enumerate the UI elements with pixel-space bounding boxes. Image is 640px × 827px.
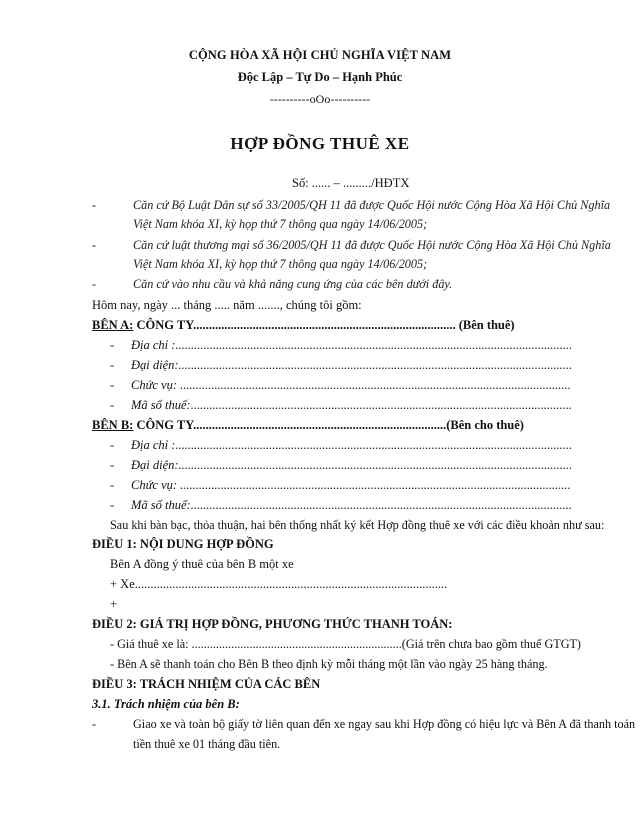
party-b-company: CÔNG TY.................................................................................(Bên cho thuê) <box>133 418 524 432</box>
basis-line: Việt Nam khóa XI, kỳ họp thứ 7 thông qua ngày 14/06/2005; <box>133 257 428 271</box>
party-b-field-position <box>110 478 571 494</box>
basis-line: Căn cứ luật thương mại số 36/2005/QH 11 đã được Quốc Hội nước Cộng Hòa Xã Hội Chủ Nghĩa <box>133 238 611 252</box>
party-b-label: BÊN B: <box>92 418 134 432</box>
national-motto: Độc Lập – Tự Do – Hạnh Phúc <box>237 70 403 84</box>
article-1-heading: ĐIỀU 1: NỘI DUNG HỢP ĐỒNG <box>92 537 274 551</box>
party-a-field-address <box>110 338 573 354</box>
party-a-label: BÊN A: <box>92 318 134 332</box>
field-text: Chức vụ: ............................................................................................................................. <box>131 378 571 392</box>
field-text: Chức vụ: ............................................................................................................................. <box>131 478 571 492</box>
article-3-heading: ĐIỀU 3: TRÁCH NHIỆM CỦA CÁC BÊN <box>92 677 321 691</box>
party-b-heading <box>92 418 524 433</box>
item-bullet: - <box>92 717 97 731</box>
field-dash: - <box>110 398 115 412</box>
legal-basis-2 <box>92 238 612 274</box>
article-2-payment: - Bên A sẽ thanh toán cho Bên B theo định kỳ mỗi tháng một lần vào ngày 25 hàng tháng. <box>110 657 548 671</box>
article-1-extra: + <box>110 597 118 611</box>
agreement-line: Sau khi bàn bạc, thỏa thuận, hai bên thống nhất ký kết Hợp đồng thuê xe với các điều khoản như sau: <box>110 518 605 532</box>
field-text: Địa chỉ :............................................................................................................................... <box>131 438 573 452</box>
party-a-company: CÔNG TY.................................................................................... (Bên thuê) <box>133 318 515 332</box>
field-dash: - <box>110 478 115 492</box>
article-1-vehicle: + Xe.................................................................................................... <box>110 577 448 591</box>
party-a-field-tax-code <box>110 398 572 414</box>
basis-line: Căn cứ Bộ Luật Dân sự số 33/2005/QH 11 đã được Quốc Hội nước Cộng Hòa Xã Hội Chủ Nghĩa <box>133 198 611 212</box>
header-divider: ----------oOo---------- <box>269 92 371 106</box>
field-dash: - <box>110 498 115 512</box>
party-a-field-position <box>110 378 571 394</box>
article-1-line: Bên A đồng ý thuê của bên B một xe <box>110 557 294 571</box>
basis-dash: - <box>92 198 97 212</box>
field-text: Đại diện:.............................................................................................................................. <box>131 458 573 472</box>
basis-line: Việt Nam khóa XI, kỳ họp thứ 7 thông qua ngày 14/06/2005; <box>133 217 428 231</box>
field-dash: - <box>110 458 115 472</box>
field-dash: - <box>110 338 115 352</box>
legal-basis-3 <box>92 277 612 295</box>
field-text: Mã số thuế:.......................................................................................................................... <box>131 498 572 512</box>
field-text: Địa chỉ :............................................................................................................................... <box>131 338 573 352</box>
party-a-heading <box>92 318 515 333</box>
article-2-heading: ĐIỀU 2: GIÁ TRỊ HỢP ĐỒNG, PHƯƠNG THỨC THANH TOÁN: <box>92 617 453 631</box>
field-dash: - <box>110 378 115 392</box>
party-a-field-representative <box>110 358 573 374</box>
article-3-subheading: 3.1. Trách nhiệm của bên B: <box>92 697 240 711</box>
intro-line: Hôm nay, ngày ... tháng ..... năm ......., chúng tôi gồm: <box>92 298 362 312</box>
party-b-field-representative <box>110 458 573 474</box>
item-line: Giao xe và toàn bộ giấy tờ liên quan đến xe ngay sau khi Hợp đồng có hiệu lực và Bên A đã thanh toán <box>133 717 636 731</box>
field-dash: - <box>110 438 115 452</box>
item-line: tiền thuê xe 01 tháng đầu tiên. <box>133 737 281 751</box>
contract-number: Số: ...... – ........./HĐTX <box>292 176 410 190</box>
basis-dash: - <box>92 238 97 252</box>
field-text: Đại diện:.............................................................................................................................. <box>131 358 573 372</box>
party-b-field-tax-code <box>110 498 572 514</box>
field-text: Mã số thuế:.......................................................................................................................... <box>131 398 572 412</box>
article-2-price: - Giá thuê xe là: .....................................................................(Giá trên chưa bao gồm thuế GTGT) <box>110 637 581 651</box>
basis-line: Căn cứ vào nhu cầu và khả năng cung ứng của các bên dưới đây. <box>133 277 453 291</box>
legal-basis-1 <box>92 198 612 234</box>
field-dash: - <box>110 358 115 372</box>
document-title: HỢP ĐỒNG THUÊ XE <box>230 134 410 153</box>
party-b-field-address <box>110 438 573 454</box>
nation-heading: CỘNG HÒA XÃ HỘI CHỦ NGHĨA VIỆT NAM <box>188 48 452 62</box>
basis-dash: - <box>92 277 97 291</box>
article-3-item <box>92 717 636 755</box>
